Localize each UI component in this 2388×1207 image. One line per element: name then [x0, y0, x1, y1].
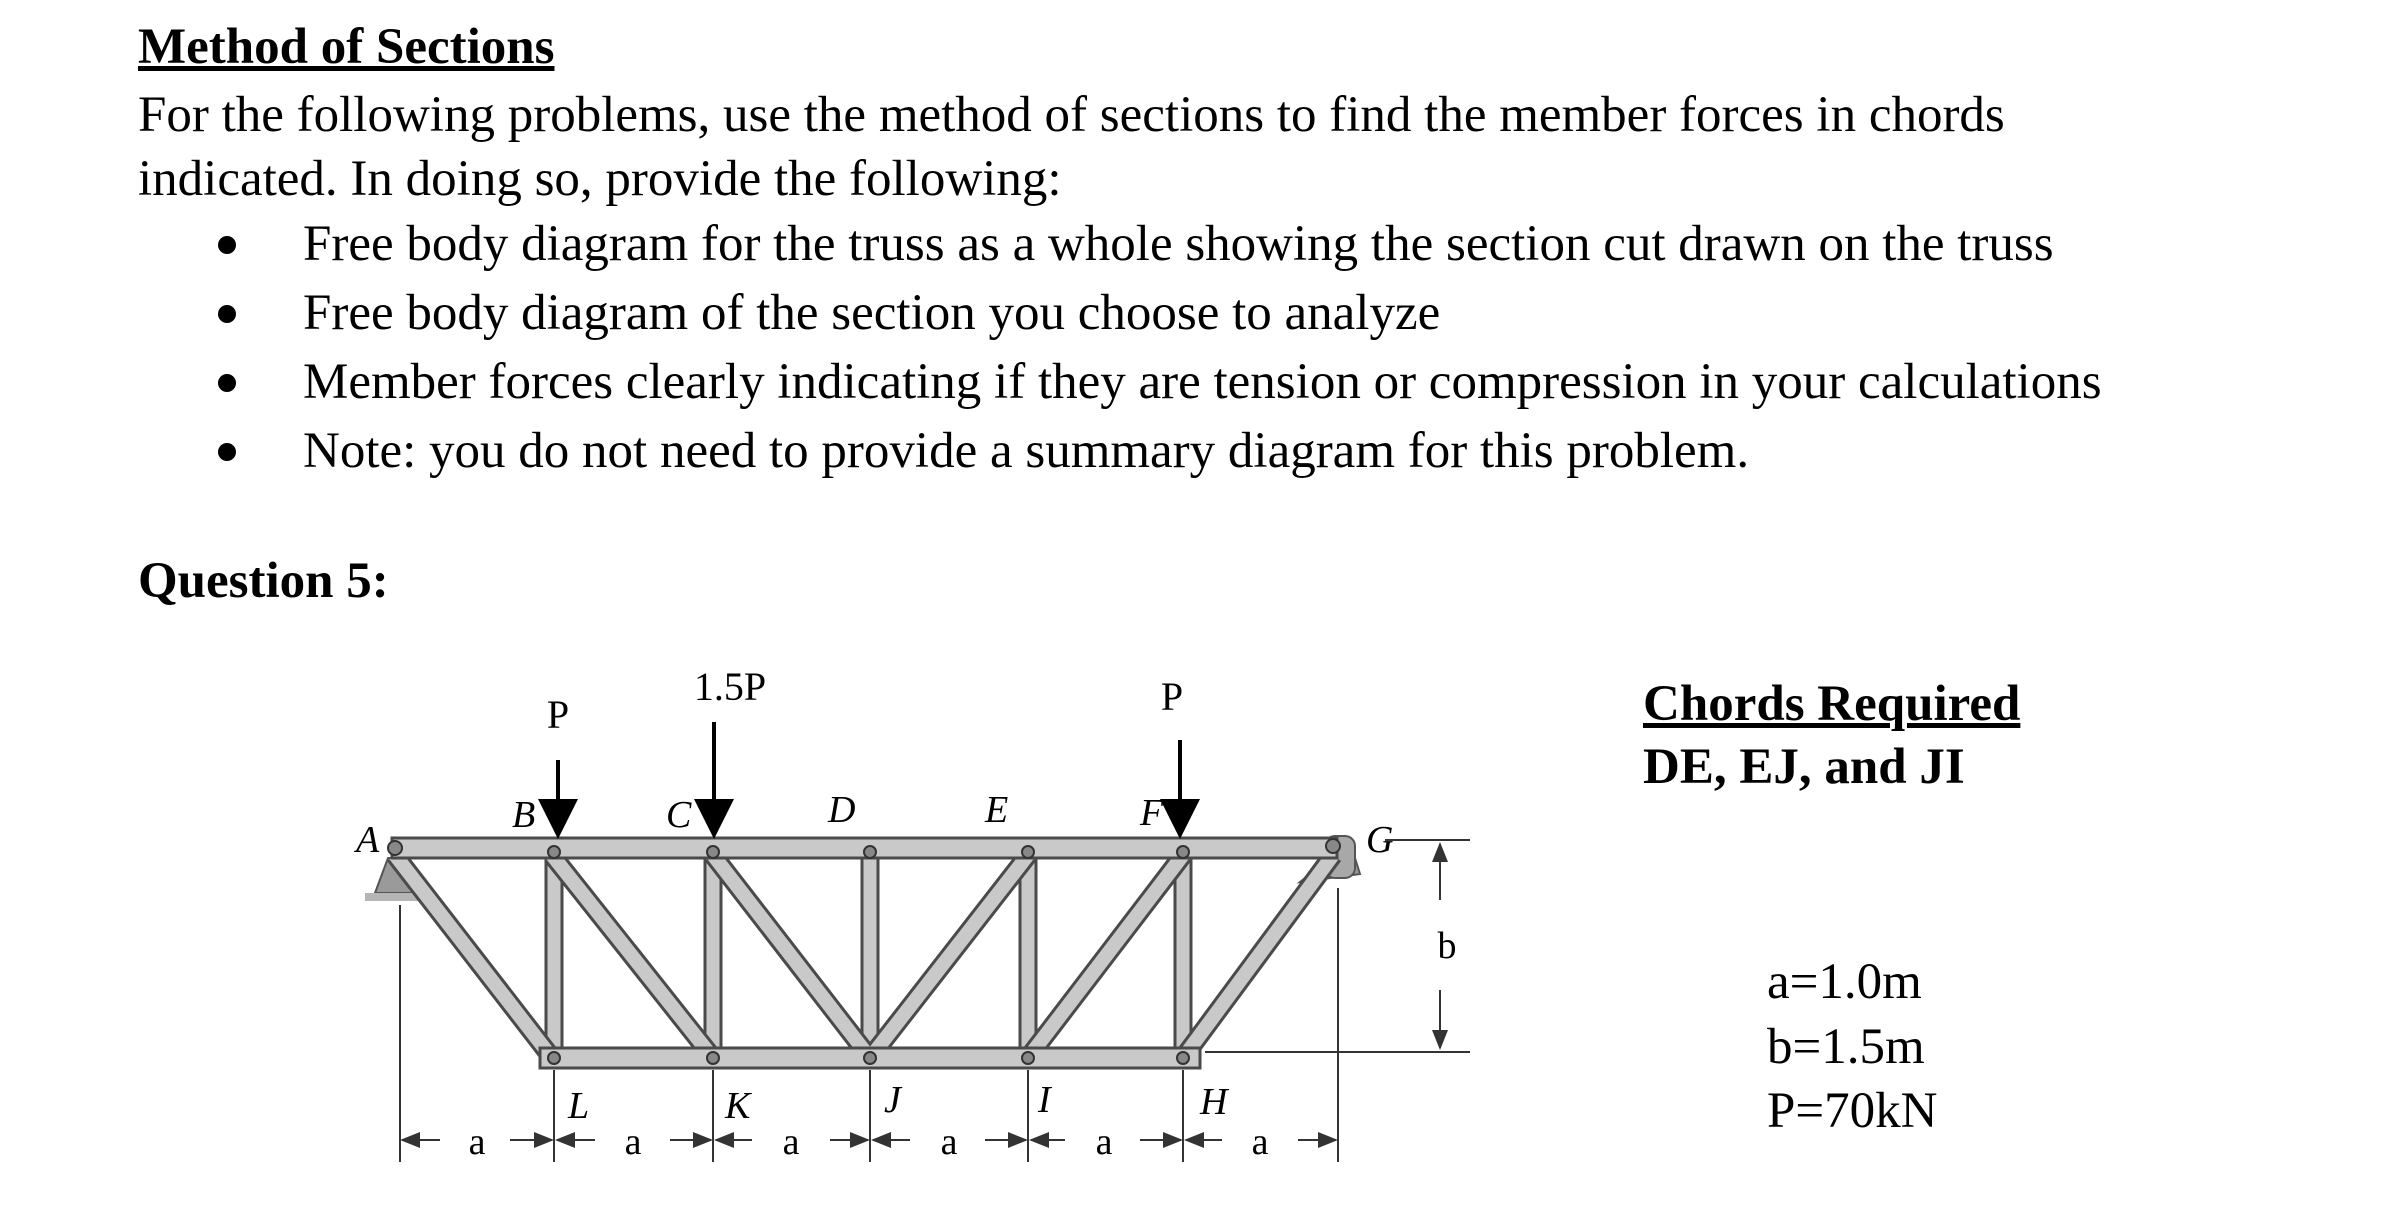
chords-required-list: DE, EJ, and JI [1643, 739, 1965, 795]
node-label-B: B [512, 794, 536, 836]
dim-label-a: a [468, 1121, 486, 1163]
load-label-C: 1.5P [693, 664, 767, 709]
node-label-K: K [725, 1085, 751, 1127]
node-label-J: J [884, 1079, 901, 1121]
dim-label-a: a [1251, 1121, 1269, 1163]
param-p: P=70kN [1767, 1083, 1938, 1139]
question-title: Question 5: [138, 553, 389, 609]
node-label-H: H [1200, 1081, 1228, 1123]
vertical-members [546, 840, 1191, 1062]
param-b: b=1.5m [1767, 1019, 1925, 1075]
load-label-F: P [1160, 674, 1184, 719]
node-label-L: L [568, 1085, 590, 1127]
node-label-D: D [828, 789, 856, 831]
node-label-F: F [1140, 792, 1164, 834]
node-label-I: I [1038, 1079, 1051, 1121]
page-title: Method of Sections [138, 19, 555, 75]
node-label-G: G [1366, 819, 1394, 861]
node-label-E: E [985, 789, 1009, 831]
intro-line-2: indicated. In doing so, provide the following: [138, 151, 1062, 207]
dim-label-a: a [1095, 1121, 1113, 1163]
load-label-B: P [546, 692, 570, 737]
chords-required-title: Chords Required [1643, 676, 2021, 732]
param-a: a=1.0m [1767, 954, 1922, 1010]
dim-label-a: a [940, 1121, 958, 1163]
intro-line-1: For the following problems, use the method of sections to find the member forces in chords [138, 87, 2005, 143]
node-label-C: C [666, 794, 692, 836]
dimension-labels [469, 925, 1457, 1163]
dim-label-b: b [1437, 925, 1457, 967]
dim-label-a: a [782, 1121, 800, 1163]
node-label-A: A [356, 819, 380, 861]
dim-label-a: a [624, 1121, 642, 1163]
bottom-node-labels [567, 1079, 1230, 1127]
